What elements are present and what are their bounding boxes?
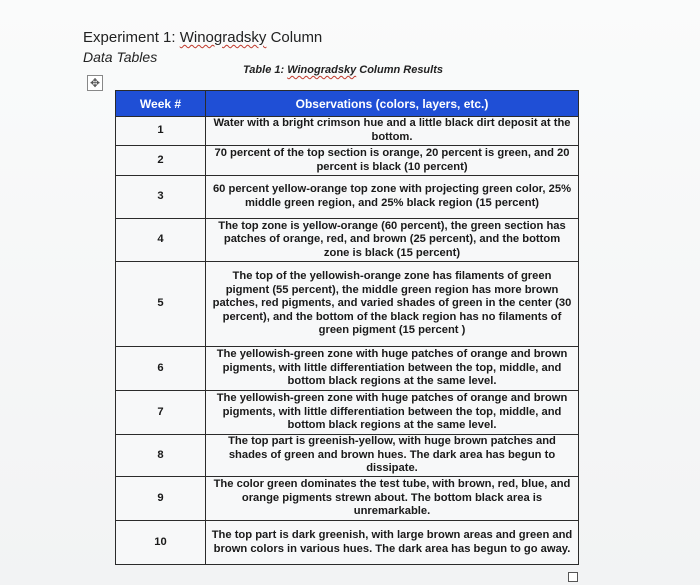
- header-week[interactable]: Week #: [116, 91, 206, 117]
- week-cell[interactable]: 6: [116, 347, 206, 391]
- document-title: [83, 29, 322, 46]
- caption-prefix: Table 1:: [243, 64, 288, 76]
- week-cell[interactable]: 10: [116, 521, 206, 565]
- section-subtitle: Data Tables: [83, 49, 158, 65]
- week-cell[interactable]: 3: [116, 176, 206, 219]
- table-row: [116, 176, 579, 219]
- table-row: [116, 435, 579, 477]
- observation-cell[interactable]: The top of the yellowish-orange zone has filaments of green pigment (55 percent), the middle green region has more brown patches, red pigments, and varied shades of green in the center (30 percent), and the bottom of the black region has no filaments of green pigment (15 percent ): [206, 262, 579, 347]
- observation-cell[interactable]: The color green dominates the test tube, with brown, red, blue, and orange pigments strewn about. The bottom black area is unremarkable.: [206, 477, 579, 521]
- table-row: [116, 477, 579, 521]
- table-row: [116, 521, 579, 565]
- week-cell[interactable]: 8: [116, 435, 206, 477]
- header-observations[interactable]: Observations (colors, layers, etc.): [206, 91, 579, 117]
- title-spellcheck-word[interactable]: Winogradsky: [179, 29, 267, 46]
- observation-cell[interactable]: The top part is greenish-yellow, with huge brown patches and shades of green and brown hues. The dark area has begun to dissipate.: [206, 435, 579, 477]
- week-cell[interactable]: 2: [116, 146, 206, 176]
- observation-cell[interactable]: The top zone is yellow-orange (60 percent), the green section has patches of orange, red, and brown (25 percent), and the bottom zone is black (15 percent): [206, 219, 579, 262]
- title-prefix: Experiment 1:: [83, 29, 180, 46]
- table-row: [116, 219, 579, 262]
- table-row: [116, 262, 579, 347]
- week-cell[interactable]: 9: [116, 477, 206, 521]
- table-resize-handle-icon[interactable]: [568, 572, 578, 582]
- caption-spellcheck-word[interactable]: Winogradsky: [287, 64, 357, 76]
- table-header-row: [116, 91, 579, 117]
- table-move-handle-icon[interactable]: ✥: [87, 75, 103, 91]
- observation-cell[interactable]: 60 percent yellow-orange top zone with projecting green color, 25% middle green region, and 25% black region (15 percent): [206, 176, 579, 219]
- week-cell[interactable]: 4: [116, 219, 206, 262]
- table-row: [116, 146, 579, 176]
- table-row: [116, 391, 579, 435]
- observation-cell[interactable]: Water with a bright crimson hue and a little black dirt deposit at the bottom.: [206, 117, 579, 146]
- results-table: [115, 90, 579, 565]
- observation-cell[interactable]: The yellowish-green zone with huge patches of orange and brown pigments, with little differentiation between the top, middle, and bottom black regions at the same level.: [206, 391, 579, 435]
- table-row: [116, 117, 579, 146]
- week-cell[interactable]: 5: [116, 262, 206, 347]
- caption-suffix: Column Results: [356, 64, 443, 76]
- observation-cell[interactable]: The top part is dark greenish, with large brown areas and green and brown colors in various hues. The dark area has begun to go away.: [206, 521, 579, 565]
- observation-cell[interactable]: 70 percent of the top section is orange, 20 percent is green, and 20 percent is black (10 percent): [206, 146, 579, 176]
- table-caption: [243, 64, 443, 76]
- observation-cell[interactable]: The yellowish-green zone with huge patches of orange and brown pigments, with little differentiation between the top, middle, and bottom black regions at the same level.: [206, 347, 579, 391]
- week-cell[interactable]: 1: [116, 117, 206, 146]
- table-row: [116, 347, 579, 391]
- title-suffix: Column: [266, 29, 323, 46]
- week-cell[interactable]: 7: [116, 391, 206, 435]
